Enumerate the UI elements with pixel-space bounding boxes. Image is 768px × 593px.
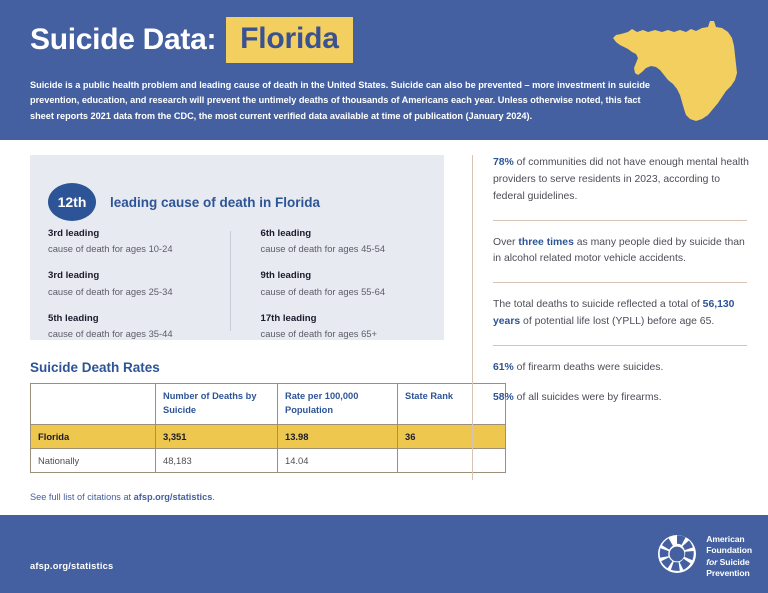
stat-text: of communities did not have enough mental health providers to serve residents in 2023, according to federal guidelines.: [493, 157, 749, 202]
age-fact-item: [261, 312, 431, 341]
citation-link[interactable]: afsp.org/statistics: [133, 492, 213, 502]
table-title: Suicide Death Rates: [30, 360, 160, 375]
age-fact-item: [261, 227, 431, 256]
age-fact-rank: 17th leading: [260, 312, 317, 324]
stat-item-alcohol-mvc: [493, 235, 750, 269]
age-fact-desc: cause of death for ages 55-64: [260, 285, 386, 297]
age-fact-rank: 5th leading: [48, 312, 99, 324]
age-fact-rank: 6th leading: [260, 228, 312, 239]
table-cell-label: Florida: [31, 425, 156, 449]
stat-divider: [493, 220, 747, 221]
intro-paragraph: Suicide is a public health problem and leading cause of death in the United States. Suicide can also be prevented – more investment in suicide prevention, education, and research will prevent the untimely deaths of thousands of Americans each year. Unless otherwise noted, this fact sheet reports 2021 data from the CDC, the most current verified data available at time of publication (January 2024).: [30, 80, 651, 121]
age-fact-desc: cause of death for ages 65+: [260, 328, 377, 340]
stat-prefix: The total deaths to suicide reflected a total of: [493, 299, 703, 311]
age-fact-rank: 3rd leading: [48, 270, 100, 282]
table-cell-rate: 14.04: [278, 449, 398, 473]
stat-item-providers: [493, 155, 750, 206]
stat-text: of firearm deaths were suicides.: [513, 361, 664, 373]
leading-cause-panel: [30, 155, 444, 340]
stat-highlight: 58%: [493, 391, 514, 403]
facts-vertical-divider: [230, 231, 231, 331]
logo-line-foundation: Foundation: [706, 545, 752, 556]
table-header: [31, 384, 506, 425]
footer-url-link[interactable]: afsp.org/statistics: [30, 561, 114, 571]
age-fact-item: [48, 312, 218, 341]
logo-line-prevention: Prevention: [706, 568, 750, 579]
afsp-logo-wordmark: [706, 534, 752, 579]
age-fact-desc: cause of death for ages 10-24: [48, 243, 173, 255]
rank-headline-text: leading cause of death in Florida: [110, 194, 321, 210]
stat-text: as many people died by suicide than in alcohol related motor vehicle accidents.: [493, 236, 745, 265]
table-header-cell-rank: State Rank: [398, 384, 506, 425]
leading-cause-headline: [48, 183, 320, 221]
table-cell-deaths: 48,183: [156, 449, 278, 473]
title-main-text: Suicide Data:: [30, 23, 217, 56]
table-cell-rank: 36: [398, 425, 506, 449]
stat-divider: [493, 282, 747, 283]
age-fact-rank: 3rd leading: [48, 228, 100, 239]
stat-highlight: 56,130 years: [493, 299, 735, 328]
content-area: [0, 140, 768, 515]
age-fact-item: [48, 227, 218, 256]
table-cell-label: Nationally: [31, 449, 156, 473]
table-header-cell-blank: [31, 384, 156, 425]
citation-suffix: .: [212, 492, 215, 502]
stat-text: of potential life lost (YPLL) before age 65.: [520, 316, 715, 328]
age-fact-desc: cause of death for ages 25-34: [48, 285, 173, 297]
page-title: [30, 17, 353, 63]
header-banner: [0, 0, 768, 140]
age-fact-item: [261, 269, 431, 298]
age-facts-column-right: [261, 227, 431, 341]
life-preserver-ring-icon: [657, 534, 697, 579]
logo-line-for: for: [706, 556, 718, 567]
stat-highlight: three times: [518, 236, 574, 248]
table-header-cell-rate: Rate per 100,000 Population: [278, 384, 398, 425]
stat-divider: [493, 345, 747, 346]
table-body: [31, 425, 506, 473]
stat-highlight: 78%: [493, 157, 514, 168]
age-facts-grid: [48, 227, 430, 341]
table-cell-rate: 13.98: [278, 425, 398, 449]
age-fact-rank: 9th leading: [260, 270, 312, 282]
stat-item-suicides-firearms: [493, 390, 750, 407]
citation-prefix: See full list of citations at: [30, 492, 134, 502]
age-facts-column-left: [48, 227, 218, 341]
stat-text: of all suicides were by firearms.: [513, 391, 662, 403]
table-cell-deaths: 3,351: [156, 425, 278, 449]
florida-state-map-icon: [610, 18, 762, 135]
suicide-death-rates-table: [30, 383, 506, 473]
footer-banner: [0, 515, 768, 593]
age-fact-desc: cause of death for ages 45-54: [260, 243, 386, 255]
table-header-cell-deaths: Number of Deaths by Suicide: [156, 384, 278, 425]
stat-highlight: 61%: [493, 361, 514, 373]
age-fact-item: [48, 269, 218, 298]
table-row: [31, 449, 506, 473]
citation-line: [30, 492, 444, 502]
table-header-row: [31, 384, 506, 425]
logo-line-american: American: [706, 534, 745, 544]
right-column-stats: [472, 155, 750, 480]
stat-prefix: Over: [493, 236, 519, 248]
logo-line-suicide: Suicide: [719, 556, 750, 567]
table-row: [31, 425, 506, 449]
age-fact-desc: cause of death for ages 35-44: [48, 328, 173, 340]
afsp-logo: [657, 534, 752, 579]
rank-badge: 12th: [48, 183, 96, 221]
left-column: [30, 155, 454, 502]
stat-item-firearm-deaths: [493, 360, 750, 377]
stat-item-ypll: [493, 297, 750, 331]
title-state-badge: Florida: [226, 17, 353, 63]
